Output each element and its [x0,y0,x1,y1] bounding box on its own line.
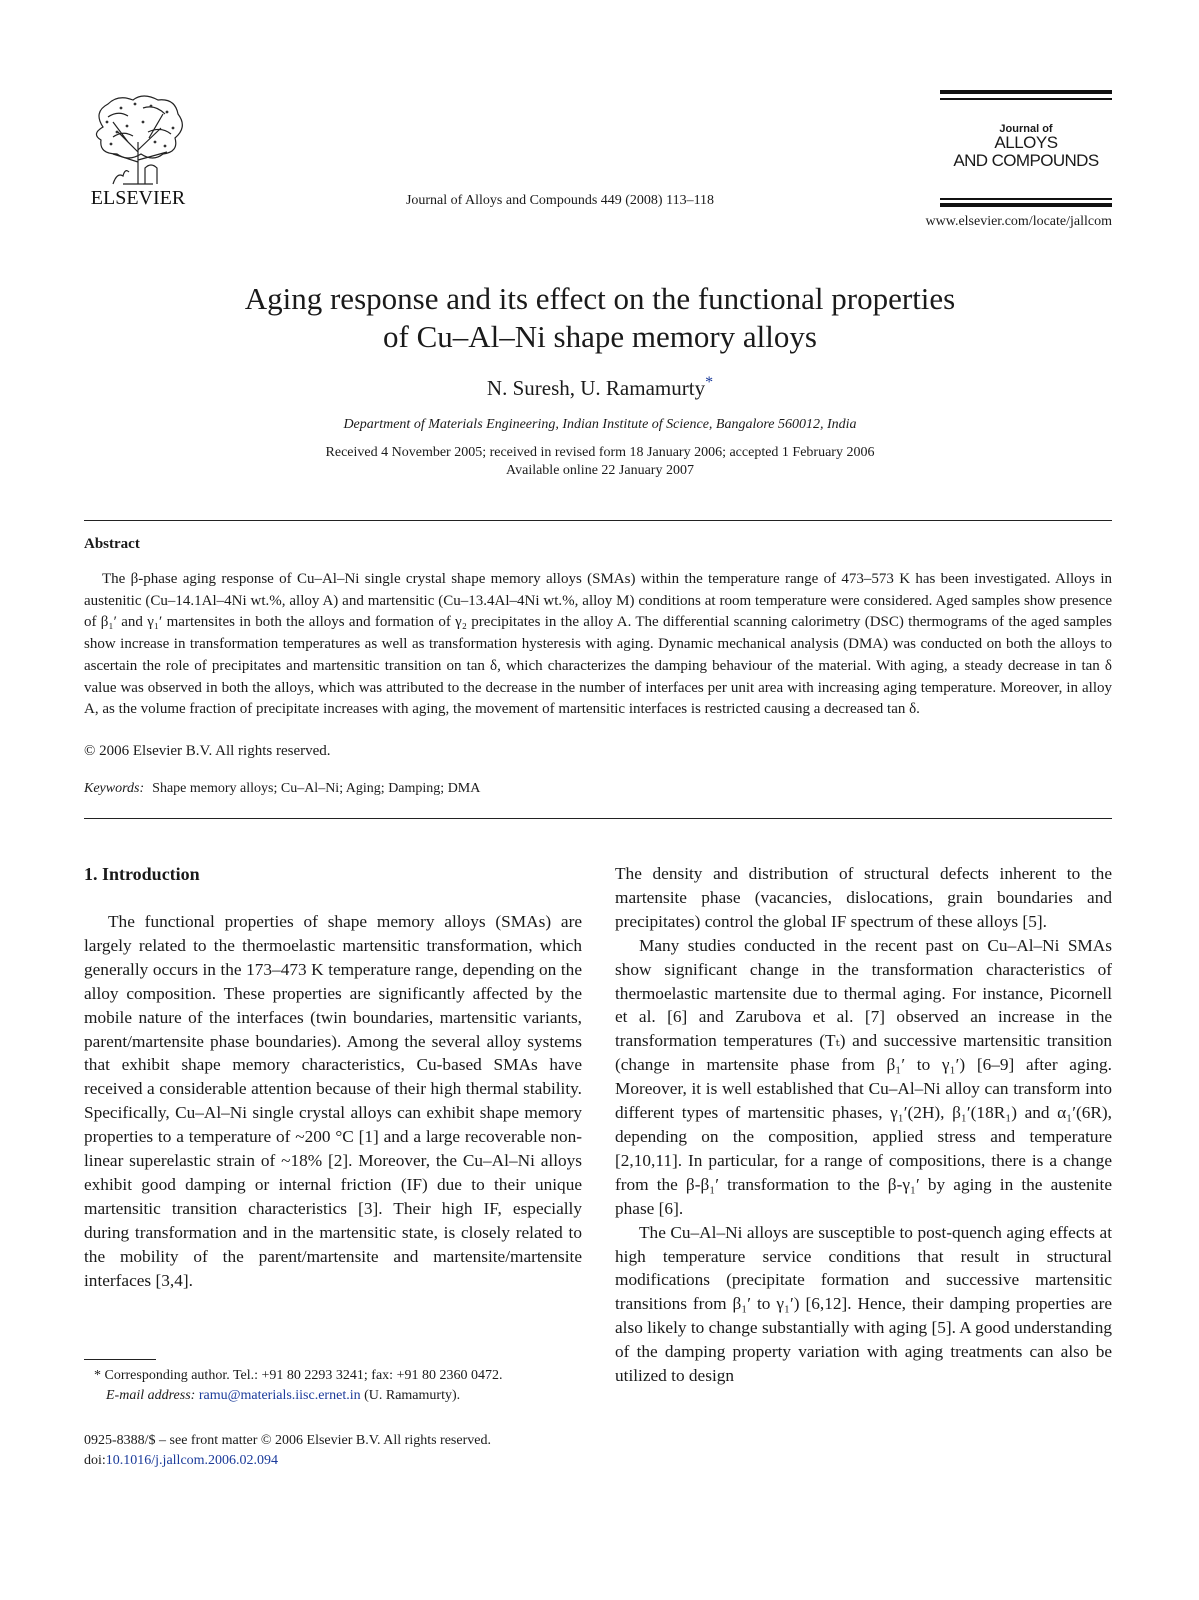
doi-link[interactable]: 10.1016/j.jallcom.2006.02.094 [105,1453,279,1468]
journal-url[interactable]: www.elsevier.com/locate/jallcom [925,214,1112,229]
keywords-list: Shape memory alloys; Cu–Al–Ni; Aging; Damping; DMA [152,781,481,796]
journal-logo [940,90,1112,208]
authors [100,376,1100,401]
article-title-line2: of Cu–Al–Ni shape memory alloys [383,319,817,354]
keywords-label: Keywords: [84,781,145,796]
footnote-mark: * [94,1368,101,1383]
logo-rule-bottom-thin [940,198,1112,200]
issn-line: 0925-8388/$ – see front matter © 2006 Elsevier B.V. All rights reserved. [84,1433,491,1448]
abstract-heading: Abstract [84,536,140,552]
journal-logo-line1: Journal of [999,123,1053,135]
journal-logo-line2: ALLOYS [994,133,1058,152]
abstract-copyright: © 2006 Elsevier B.V. All rights reserved. [84,743,331,759]
issn-info [84,1431,604,1471]
publisher-wordmark: ELSEVIER [90,187,186,209]
abstract-text [84,569,1112,721]
right-column [615,862,1112,1388]
author-names: N. Suresh, U. Ramamurty [486,376,706,400]
corresponding-author-mark[interactable]: * [705,374,714,391]
email-link[interactable]: ramu@materials.iisc.ernet.in [198,1388,361,1403]
article-history [100,444,1100,480]
logo-rule-top-thin [940,98,1112,100]
intro-paragraph-4: The Cu–Al–Ni alloys are susceptible to post-quench aging effects at high temperature service conditions that result in structural modifications (precipitate formation and successive martensitic transitions from β₁′ to γ₁′) [6,12]. Hence, their damping properties are also likely to change substantially with aging [5]. A good understanding of the damping property variation with aging treatments can also be utilized to design [615,1222,1112,1386]
email-suffix: (U. Ramamurty). [364,1388,461,1403]
intro-paragraph-3: Many studies conducted in the recent past on Cu–Al–Ni SMAs show significant change in the transformation characteristics of thermoelastic martensite due to thermal aging. For instance, Picornell et al. [6] and Zarubova et al. [7] observed an increase in the transformation temperatures (Tₜ) and successive martensitic transition (change in martensite phase from β₁′ to γ₁′) [6–9] after aging. Moreover, it is well established that Cu–Al–Ni alloy can transform into different types of martensitic phases, γ₁′(2H), β₁′(18R₁) and α₁′(6R), depending on the composition, applied stress and temperature [2,10,11]. In particular, for a range of compositions, there is a change from the β-β₁′ transformation to the β-γ₁′ by aging in the austenite phase [6]. [615,935,1112,1218]
logo-rule-top [940,90,1112,94]
abstract-rule-top [84,520,1112,521]
abstract-paragraph: The β-phase aging response of Cu–Al–Ni single crystal shape memory alloys (SMAs) within the temperature range of 473–573 K has been investigated. Alloys in austenitic (Cu–14.1Al–4Ni wt.%, alloy A) and martensitic (Cu–13.4Al–4Ni wt.%, alloy M) conditions at room temperature were considered. Aged samples show presence of β₁′ and γ₁′ martensites in both the alloys and formation of γ₂ precipitates in the alloy A. The differential scanning calorimetry (DSC) thermograms of the aged samples show increase in transformation temperatures as well as transformation hysteresis with aging. Dynamic mechanical analysis (DMA) was conducted on both the alloys to ascertain the role of precipitates and martensitic transition on tan δ, which characterizes the damping behaviour of the material. With aging, a steady decrease in tan δ value was observed in both the alloys, which was attributed to the decrease in the number of interfaces per unit area with increasing aging temperature. Moreover, in alloy A, as the volume fraction of precipitate increases with aging, the movement of martensitic interfaces is restricted causing a decreased tan δ. [84,571,1112,718]
abstract-rule-bottom [84,818,1112,819]
logo-rule-bottom [940,203,1112,207]
footnote [84,1366,604,1406]
doi-label: doi: [84,1453,106,1468]
section-heading-introduction: 1. Introduction [84,864,200,884]
journal-citation: Journal of Alloys and Compounds 449 (2008) 113–118 [405,193,715,208]
footnote-contact: Corresponding author. Tel.: +91 80 2293 3241; fax: +91 80 2360 0472. [104,1368,503,1383]
email-label: E-mail address: [106,1388,196,1403]
intro-paragraph-2: The density and distribution of structural defects inherent to the martensite phase (vacancies, dislocations, grain boundaries and precipitates) control the global IF spectrum of these alloys [5]. [615,864,1112,931]
available-online: Available online 22 January 2007 [506,463,694,478]
left-column [84,910,582,1293]
article-title-line1: Aging response and its effect on the functional properties [244,281,956,316]
journal-logo-line3: AND COMPOUNDS [953,151,1099,170]
footnote-rule [84,1359,156,1360]
intro-paragraph-1: The functional properties of shape memory alloys (SMAs) are largely related to the thermoelastic martensitic transformation, which generally occurs in the 173–473 K temperature range, depending on the alloy composition. These properties are significantly affected by the mobile nature of the interfaces (twin boundaries, martensitic variants, parent/martensite phase boundaries). Among the several alloy systems that exhibit shape memory characteristics, Cu-based SMAs have received a considerable attention because of their high thermal stability. Specifically, Cu–Al–Ni single crystal alloys can exhibit shape memory properties to a temperature of ~200 °C [1] and a large recoverable non-linear superelastic strain of ~18% [2]. Moreover, the Cu–Al–Ni alloys exhibit good damping or internal friction (IF) due to their unique martensitic transition characteristics [3]. Their high IF, especially during transformation and in the martensitic state, is closely related to the mobility of the parent/martensite and martensite/martensite interfaces [3,4]. [84,912,582,1290]
received-dates: Received 4 November 2005; received in revised form 18 January 2006; accepted 1 February 2006 [325,445,875,460]
keywords [84,781,480,797]
article-title [100,280,1100,356]
affiliation: Department of Materials Engineering, Indian Institute of Science, Bangalore 560012, India [343,417,857,432]
